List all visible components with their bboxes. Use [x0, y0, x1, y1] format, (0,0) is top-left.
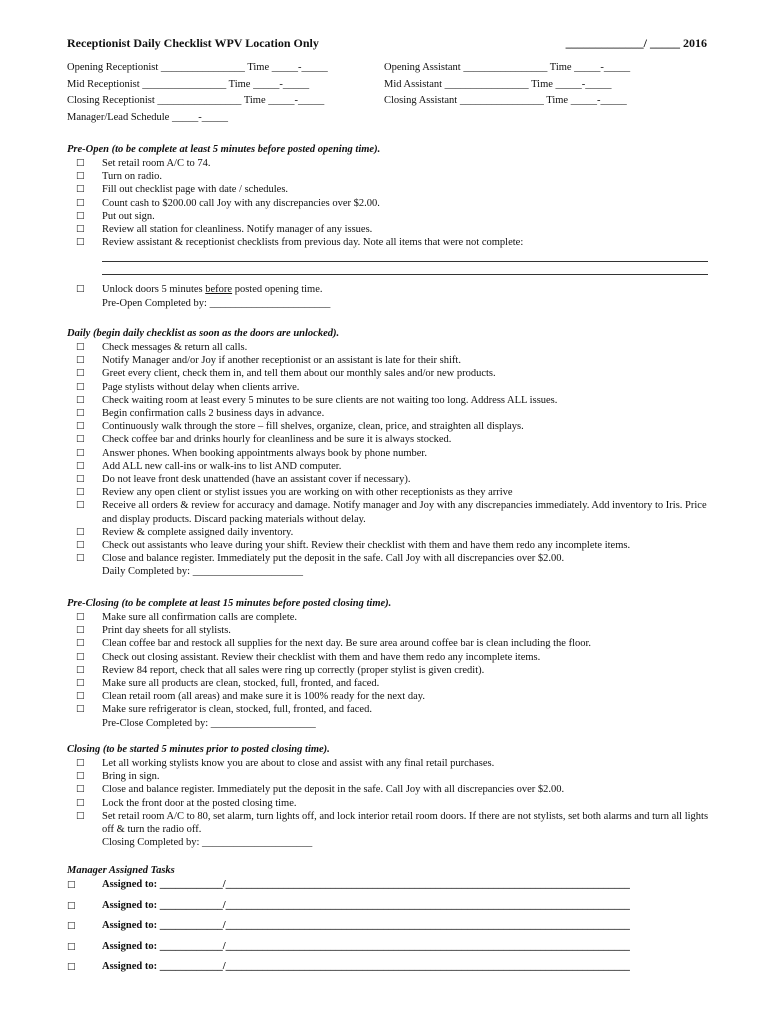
item-text: Answer phones. When booking appointments always book by phone number.	[102, 447, 427, 459]
checkbox[interactable]: □	[76, 460, 85, 471]
checkbox[interactable]: □	[67, 962, 76, 972]
item-text: Make sure all confirmation calls are complete.	[102, 612, 298, 623]
item-text: Make sure all products are clean, stocked, full, fronted, and faced.	[102, 678, 380, 690]
checkbox[interactable]: □	[76, 771, 85, 782]
checkbox[interactable]: □	[76, 381, 85, 392]
checkbox[interactable]: □	[76, 678, 85, 689]
item-text: Make sure refrigerator is clean, stocked, full, fronted, and faced.	[102, 704, 372, 716]
assigned-text[interactable]: Assigned to: ____________/_____________________________________________________________________________	[102, 961, 630, 972]
assigned-text[interactable]: Assigned to: ____________/_____________________________________________________________________________	[102, 879, 630, 890]
checklist-item	[67, 757, 717, 770]
checkbox[interactable]: □	[76, 553, 85, 564]
checklist-item	[67, 810, 717, 836]
section-preclosing	[67, 597, 717, 730]
item-text: Review 84 report, check that all sales were ring up correctly (proper stylist is given credit).	[102, 664, 485, 676]
item-text: Check waiting room at least every 5 minutes to be sure clients are not waiting too long. Address ALL issues.	[102, 394, 558, 406]
item-text: Close and balance register. Immediately put the deposit in the safe. Call Joy with all discrepancies over $2.00.	[102, 784, 565, 796]
staff-row	[67, 93, 687, 110]
checkbox[interactable]: □	[76, 612, 85, 622]
checklist-item	[67, 183, 717, 196]
checklist-item	[67, 420, 717, 433]
checkbox[interactable]: □	[76, 784, 85, 795]
checklist-item	[67, 283, 717, 296]
assigned-row	[67, 960, 717, 981]
item-text: Review any open client or stylist issues you are working on with other receptionists as they arrive	[102, 487, 513, 499]
checkbox[interactable]: □	[76, 210, 85, 221]
checklist-item	[67, 664, 717, 677]
checklist-item	[67, 611, 717, 624]
item-text: Review all station for cleanliness. Notify manager of any issues.	[102, 224, 373, 236]
item-text: Begin confirmation calls 2 business days in advance.	[102, 408, 325, 420]
item-text: Bring in sign.	[102, 771, 160, 783]
staff-cell: Opening Receptionist ________________ Time _____-_____	[67, 62, 328, 73]
section-closing	[67, 743, 717, 849]
item-text: Check out assistants who leave during your shift. Review their checklist with them and have them redo any incomplete items.	[102, 540, 631, 552]
checkbox[interactable]: □	[76, 408, 85, 419]
section-title: Closing (to be started 5 minutes prior to posted closing time).	[67, 744, 330, 755]
checklist-item	[67, 210, 717, 223]
assigned-text[interactable]: Assigned to: ____________/_____________________________________________________________________________	[102, 899, 630, 911]
completed-by: Closing Completed by: _____________________	[102, 837, 313, 849]
assigned-row	[67, 899, 717, 920]
checklist-item	[67, 341, 717, 354]
item-text: Add ALL new call-ins or walk-ins to list AND computer.	[102, 460, 342, 472]
checklist-item	[67, 407, 717, 420]
checklist-item	[67, 157, 717, 170]
notes-line[interactable]	[102, 249, 708, 262]
item-text: posted opening time.	[232, 284, 323, 296]
checkbox[interactable]: □	[76, 625, 85, 636]
checkbox[interactable]: □	[76, 158, 85, 168]
item-text: Page stylists without delay when clients arrive.	[102, 381, 300, 393]
checklist-item	[67, 447, 717, 460]
checklist-item	[67, 783, 717, 796]
staff-cell: Closing Receptionist ________________ Time _____-_____	[67, 95, 325, 106]
assigned-text[interactable]: Assigned to: ____________/_____________________________________________________________________________	[102, 940, 630, 952]
checkbox[interactable]: □	[76, 171, 85, 182]
checkbox[interactable]: □	[76, 638, 85, 649]
checkbox[interactable]: □	[76, 704, 85, 715]
checkbox[interactable]: □	[76, 394, 85, 405]
checkbox[interactable]: □	[67, 941, 76, 952]
section-title: Pre-Closing (to be complete at least 15 minutes before posted closing time).	[67, 598, 392, 609]
assigned-row	[67, 878, 717, 899]
notes-line[interactable]	[102, 262, 708, 275]
item-text: Let all working stylists know you are about to close and assist with any final retail purchases.	[102, 758, 495, 769]
item-text-underlined: before	[205, 284, 233, 296]
checkbox[interactable]: □	[76, 797, 85, 808]
assigned-text[interactable]: Assigned to: ____________/_____________________________________________________________________________	[102, 920, 630, 931]
staff-cell: Mid Assistant ________________ Time _____-_____	[384, 78, 612, 90]
item-text: Count cash to $200.00 call Joy with any discrepancies over $2.00.	[102, 197, 380, 209]
checkbox[interactable]: □	[76, 500, 85, 511]
checklist-item	[67, 677, 717, 690]
checklist-item	[67, 460, 717, 473]
checkbox[interactable]: □	[76, 474, 85, 485]
checkbox[interactable]: □	[67, 900, 76, 911]
checklist-item	[67, 197, 717, 210]
item-text: Fill out checklist page with date / schedules.	[102, 184, 289, 196]
checklist-item	[67, 703, 717, 716]
completed-by: Pre-Open Completed by: _______________________	[102, 297, 331, 309]
checklist-item	[67, 690, 717, 703]
page-title: Receptionist Daily Checklist WPV Location Only	[67, 36, 319, 50]
item-text: Print day sheets for all stylists.	[102, 625, 231, 637]
checkbox[interactable]: □	[76, 355, 85, 366]
item-text: Set retail room A/C to 74.	[102, 158, 211, 169]
item-text: Close and balance register. Immediately put the deposit in the safe. Call Joy with all discrepancies over $2.00.	[102, 553, 565, 565]
checklist-item	[67, 499, 717, 525]
item-text: Do not leave front desk unattended (have an assistant cover if necessary).	[102, 474, 411, 486]
staff-cell: Mid Receptionist ________________ Time _____-_____	[67, 78, 310, 90]
section-preopen	[67, 143, 717, 310]
section-title: Daily (begin daily checklist as soon as the doors are unlocked).	[67, 328, 340, 339]
item-text: Clean retail room (all areas) and make sure it is 100% ready for the next day.	[102, 691, 425, 703]
item-text: Notify Manager and/or Joy if another receptionist or an assistant is late for their shift.	[102, 355, 461, 367]
header	[67, 36, 707, 52]
checkbox[interactable]: □	[76, 421, 85, 432]
assigned-row	[67, 919, 717, 940]
checkbox[interactable]: □	[76, 284, 85, 295]
checklist-item	[67, 433, 717, 446]
checkbox[interactable]: □	[76, 664, 85, 675]
checkbox[interactable]: □	[76, 434, 85, 445]
item-text: Clean coffee bar and restock all supplies for the next day. Be sure area around coffee bar is clean including the floor.	[102, 638, 592, 650]
checkbox[interactable]: □	[76, 487, 85, 498]
item-text: Receive all orders & review for accuracy and damage. Notify manager and Joy with any discrepancies immediately. Add inventory to Iris. Price and display products. Discard packing materials without delay.	[102, 500, 707, 525]
section-manager-tasks	[67, 864, 717, 981]
checkbox[interactable]: □	[76, 758, 85, 768]
checklist-item	[67, 539, 717, 552]
checkbox[interactable]: □	[76, 197, 85, 208]
section-title: Pre-Open (to be complete at least 5 minutes before posted opening time).	[67, 144, 381, 155]
checklist-item	[67, 223, 717, 236]
checklist-item	[67, 552, 717, 565]
item-text: Put out sign.	[102, 210, 155, 222]
staff-row	[67, 110, 687, 127]
checkbox[interactable]: □	[76, 540, 85, 551]
item-text: Review & complete assigned daily inventory.	[102, 526, 294, 538]
staff-row	[67, 60, 687, 77]
staff-cell: Closing Assistant ________________ Time _____-_____	[384, 95, 627, 106]
item-text: Lock the front door at the posted closing time.	[102, 797, 297, 809]
checkbox[interactable]: □	[67, 880, 76, 890]
checkbox[interactable]: □	[76, 810, 85, 821]
checklist-item	[67, 381, 717, 394]
checklist-item	[67, 486, 717, 499]
checklist-item	[67, 624, 717, 637]
item-text: Review assistant & receptionist checklists from previous day. Note all items that were not complete:	[102, 237, 524, 249]
checklist-item	[67, 236, 717, 249]
checkbox[interactable]: □	[76, 184, 85, 195]
checklist-item	[67, 637, 717, 650]
completed-by: Pre-Close Completed by: ____________________	[102, 717, 316, 729]
checklist-item	[67, 170, 717, 183]
completed-by: Daily Completed by: _____________________	[102, 566, 303, 578]
checkbox[interactable]: □	[67, 921, 76, 931]
checkbox[interactable]: □	[76, 651, 85, 662]
checklist-item	[67, 797, 717, 810]
checklist-item	[67, 394, 717, 407]
checklist-item	[67, 473, 717, 486]
checkbox[interactable]: □	[76, 447, 85, 458]
item-text: Continuously walk through the store – fill shelves, organize, clean, price, and straighten all displays.	[102, 421, 524, 433]
checkbox[interactable]: □	[76, 526, 85, 537]
item-text: Turn on radio.	[102, 171, 162, 183]
assigned-row	[67, 940, 717, 961]
staff-cell: Manager/Lead Schedule _____-_____	[67, 111, 228, 123]
item-text: Greet every client, check them in, and tell them about our monthly sales and/or new products.	[102, 368, 496, 380]
section-title: Manager Assigned Tasks	[67, 865, 175, 876]
item-text: Check out closing assistant. Review their checklist with them and have them redo any incomplete items.	[102, 651, 541, 663]
checklist-item	[67, 354, 717, 367]
item-text: Check coffee bar and drinks hourly for cleanliness and be sure it is always stocked.	[102, 434, 452, 446]
checkbox[interactable]: □	[76, 691, 85, 702]
checkbox[interactable]: □	[76, 237, 85, 248]
staff-cell: Opening Assistant ________________ Time _____-_____	[384, 62, 631, 73]
checklist-item	[67, 367, 717, 380]
checkbox[interactable]: □	[76, 368, 85, 379]
date-field: _____________/ _____ 2016	[565, 36, 707, 50]
staff-schedule	[67, 60, 687, 126]
checklist-item	[67, 770, 717, 783]
checkbox[interactable]: □	[76, 224, 85, 235]
item-text: Unlock doors 5 minutes	[102, 284, 206, 296]
item-text: Check messages & return all calls.	[102, 342, 248, 353]
item-text: Set retail room A/C to 80, set alarm, turn lights off, and lock interior retail room doors. If there are not stylists, set both alarms and turn all lights off & turn the radio off.	[102, 810, 709, 836]
checklist-item	[67, 526, 717, 539]
checklist-item	[67, 651, 717, 664]
staff-row	[67, 77, 687, 94]
checkbox[interactable]: □	[76, 342, 85, 352]
section-daily	[67, 327, 717, 579]
